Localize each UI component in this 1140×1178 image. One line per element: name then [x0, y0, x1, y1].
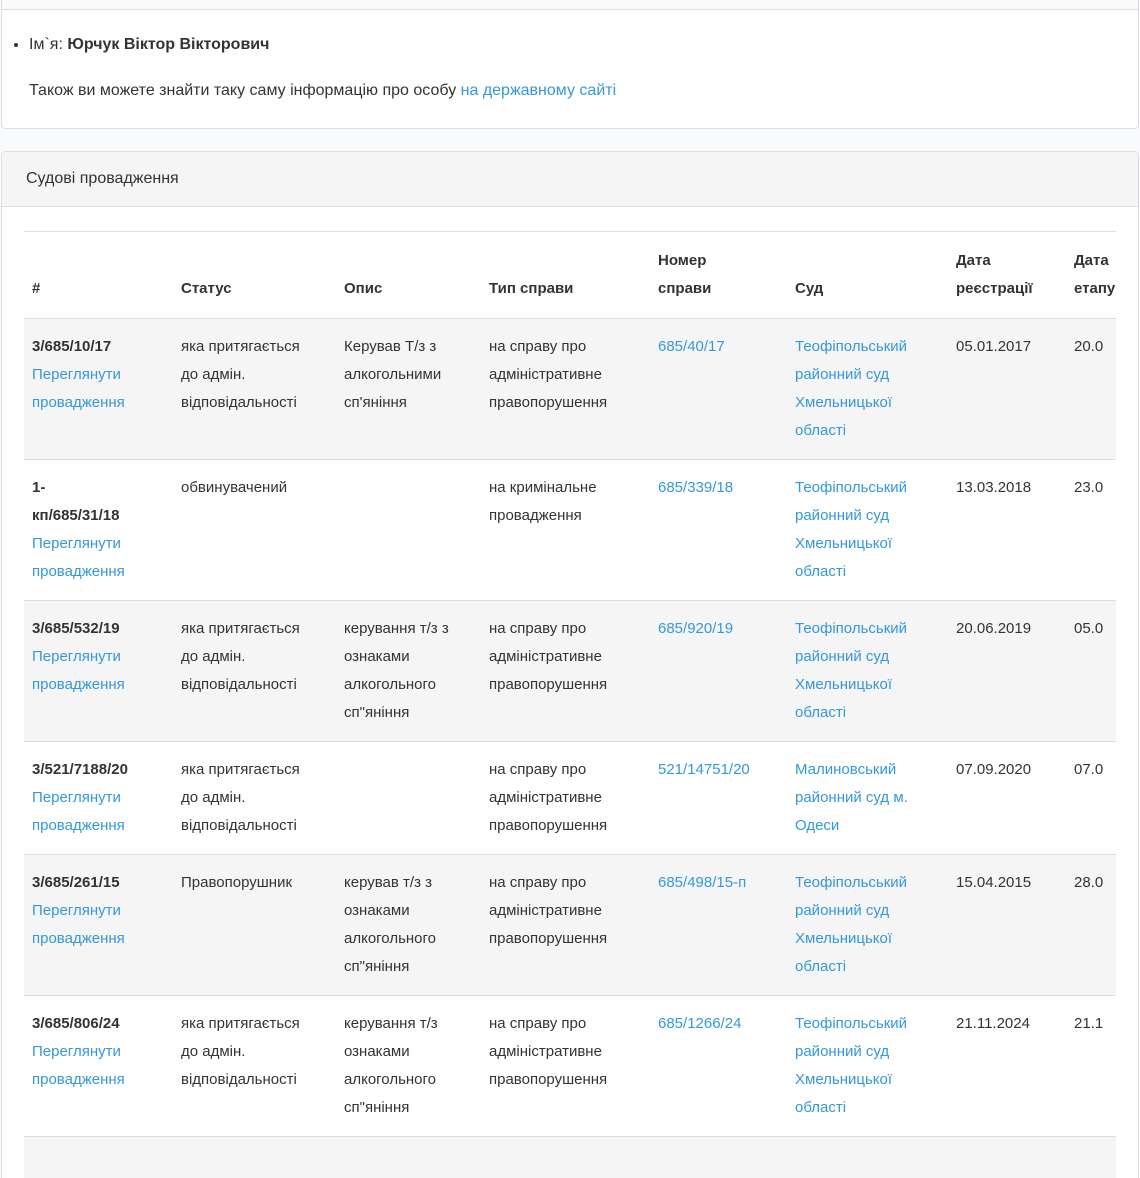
view-proceeding-link[interactable]: Переглянути провадження	[32, 366, 125, 411]
court-link[interactable]: Теофіпольський районний суд Хмельницької області	[795, 1015, 908, 1116]
court-link[interactable]: Теофіпольський районний суд Хмельницької області	[795, 338, 908, 439]
name-label: Ім`я:	[29, 36, 63, 53]
status-cell: яка притягається до адмін. відповідальності	[173, 742, 336, 855]
case-number-cell	[650, 855, 787, 996]
partial-row-cell	[24, 1137, 1116, 1178]
description-cell: Керував Т/з з алкогольними сп'яніння	[336, 319, 481, 460]
registration-date-cell: 15.04.2015	[948, 855, 1066, 996]
status-cell: яка притягається до адмін. відповідальності	[173, 601, 336, 742]
status-cell: яка притягається до адмін. відповідальності	[173, 996, 336, 1137]
status-cell: яка притягається до адмін. відповідальності	[173, 319, 336, 460]
col-header-status: Статус	[173, 232, 336, 319]
col-header-reg-date: Дата реєстрації	[948, 232, 1066, 319]
case-number-link[interactable]: 685/40/17	[658, 338, 725, 355]
previous-panel-remnant	[1, 0, 1139, 10]
case-id-cell	[24, 319, 173, 460]
case-id: 3/521/7188/20	[32, 761, 128, 778]
case-id: 3/685/532/19	[32, 620, 120, 637]
col-header-court: Суд	[787, 232, 948, 319]
panel-title: Судові провадження	[2, 152, 1138, 207]
court-cell	[787, 996, 948, 1137]
case-id-cell	[24, 855, 173, 996]
col-header-case-number: Номер справи	[650, 232, 787, 319]
info-line	[29, 78, 1113, 104]
description-cell	[336, 742, 481, 855]
case-id: 3/685/10/17	[32, 338, 112, 355]
state-site-link[interactable]: на державному сайті	[460, 82, 617, 99]
registration-date-cell: 13.03.2018	[948, 460, 1066, 601]
case-id: 3/685/806/24	[32, 1015, 120, 1032]
person-name-item	[29, 32, 1113, 104]
stage-date-cell: 20.0	[1066, 319, 1116, 460]
case-number-cell	[650, 742, 787, 855]
case-number-cell	[650, 460, 787, 601]
table-row-partially-visible	[24, 1137, 1116, 1178]
col-header-description: Опис	[336, 232, 481, 319]
case-number-link[interactable]: 685/498/15-п	[658, 874, 747, 891]
court-proceedings-panel	[1, 151, 1139, 1178]
stage-date-cell: 21.1	[1066, 996, 1116, 1137]
col-header-number: #	[24, 232, 173, 319]
case-number-link[interactable]: 685/339/18	[658, 479, 734, 496]
case-type-cell: на кримінальне провадження	[481, 460, 650, 601]
stage-date-cell: 28.0	[1066, 855, 1116, 996]
col-header-case-type: Тип справи	[481, 232, 650, 319]
person-info-list	[12, 32, 1113, 104]
court-cell	[787, 742, 948, 855]
view-proceeding-link[interactable]: Переглянути провадження	[32, 648, 125, 693]
case-id: 3/685/261/15	[32, 874, 120, 891]
description-cell: керування т/з ознаками алкогольного сп"яніння	[336, 996, 481, 1137]
view-proceeding-link[interactable]: Переглянути провадження	[32, 1043, 125, 1088]
case-type-cell: на справу про адміністративне правопорушення	[481, 742, 650, 855]
registration-date-cell: 20.06.2019	[948, 601, 1066, 742]
case-type-cell: на справу про адміністративне правопорушення	[481, 319, 650, 460]
table-header-row	[24, 232, 1116, 319]
table-row	[24, 742, 1116, 855]
court-cell	[787, 319, 948, 460]
case-type-cell: на справу про адміністративне правопорушення	[481, 996, 650, 1137]
person-card	[1, 10, 1139, 129]
court-link[interactable]: Теофіпольський районний суд Хмельницької області	[795, 874, 908, 975]
status-cell: обвинувачений	[173, 460, 336, 601]
stage-date-cell: 23.0	[1066, 460, 1116, 601]
status-cell: Правопорушник	[173, 855, 336, 996]
proceedings-table-wrap	[24, 231, 1116, 1178]
court-link[interactable]: Малиновський районний суд м. Одеси	[795, 761, 908, 834]
case-id: 1-кп/685/31/18	[32, 479, 120, 524]
panel-body	[2, 207, 1138, 1178]
case-type-cell: на справу про адміністративне правопорушення	[481, 855, 650, 996]
court-cell	[787, 855, 948, 996]
table-row	[24, 460, 1116, 601]
case-number-cell	[650, 319, 787, 460]
description-cell: керування т/з з ознаками алкогольного сп"яніння	[336, 601, 481, 742]
court-link[interactable]: Теофіпольський районний суд Хмельницької області	[795, 620, 908, 721]
case-number-cell	[650, 996, 787, 1137]
case-type-cell: на справу про адміністративне правопорушення	[481, 601, 650, 742]
case-id-cell	[24, 460, 173, 601]
stage-date-cell: 07.0	[1066, 742, 1116, 855]
table-row	[24, 996, 1116, 1137]
court-link[interactable]: Теофіпольський районний суд Хмельницької області	[795, 479, 908, 580]
registration-date-cell: 05.01.2017	[948, 319, 1066, 460]
case-id-cell	[24, 742, 173, 855]
registration-date-cell: 07.09.2020	[948, 742, 1066, 855]
stage-date-cell: 05.0	[1066, 601, 1116, 742]
case-number-link[interactable]: 685/1266/24	[658, 1015, 742, 1032]
col-header-stage-date: Дата етапу	[1066, 232, 1116, 319]
view-proceeding-link[interactable]: Переглянути провадження	[32, 789, 125, 834]
description-cell: керував т/з з ознаками алкогольного сп"яніння	[336, 855, 481, 996]
proceedings-table	[24, 231, 1116, 1178]
case-id-cell	[24, 601, 173, 742]
case-id-cell	[24, 996, 173, 1137]
description-cell	[336, 460, 481, 601]
case-number-link[interactable]: 521/14751/20	[658, 761, 750, 778]
info-text: Також ви можете знайти таку саму інформацію про особу	[29, 82, 457, 99]
view-proceeding-link[interactable]: Переглянути провадження	[32, 535, 125, 580]
registration-date-cell: 21.11.2024	[948, 996, 1066, 1137]
case-number-link[interactable]: 685/920/19	[658, 620, 734, 637]
view-proceeding-link[interactable]: Переглянути провадження	[32, 902, 125, 947]
table-row	[24, 319, 1116, 460]
court-cell	[787, 460, 948, 601]
table-row	[24, 601, 1116, 742]
case-number-cell	[650, 601, 787, 742]
table-row	[24, 855, 1116, 996]
court-cell	[787, 601, 948, 742]
person-name: Юрчук Віктор Вікторович	[67, 36, 270, 53]
